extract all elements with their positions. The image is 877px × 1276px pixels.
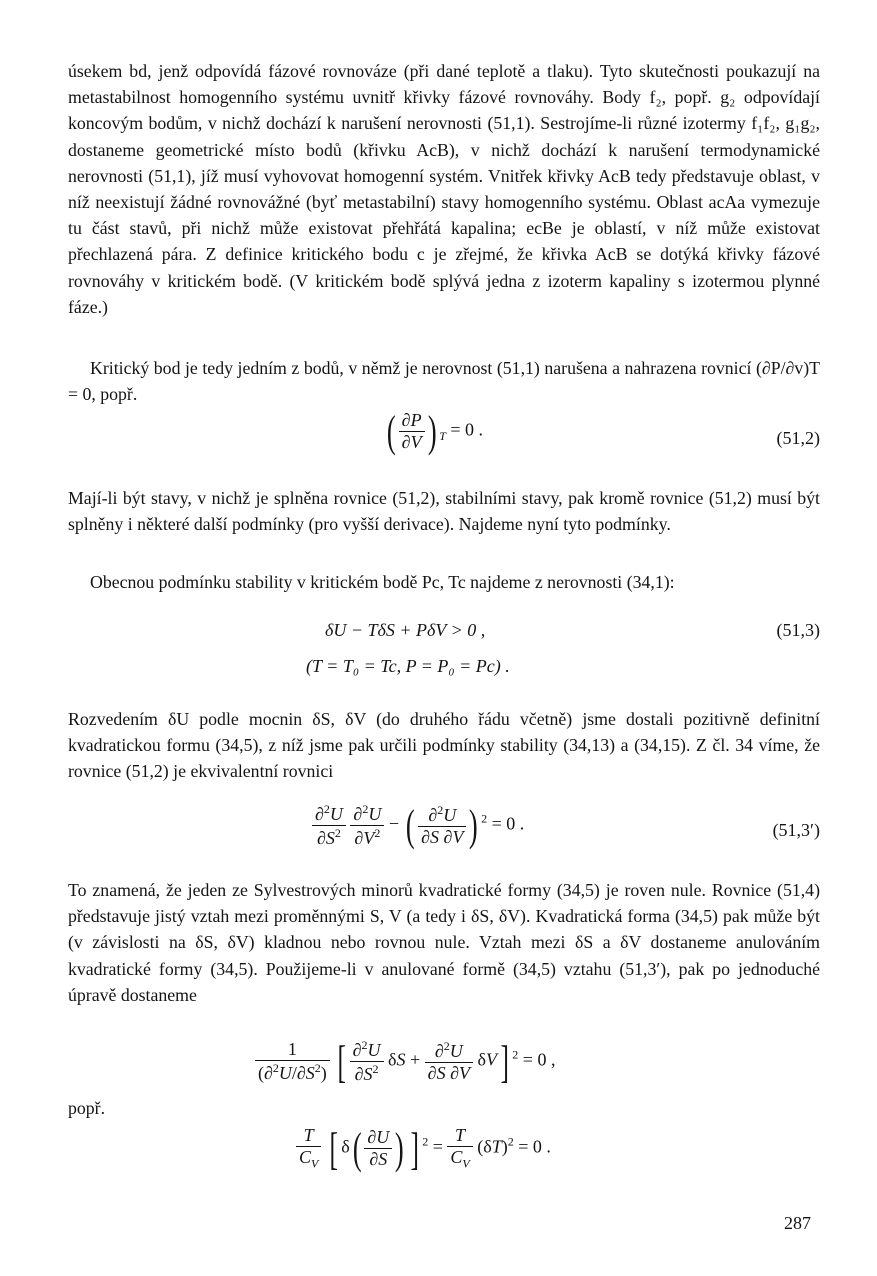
paragraph-text: úsekem bd, jenž odpovídá fázové rovnováze (při dané teplotě a tlaku). Tyto skutečnosti poukazují na metastabilnost homogenního systému uvnitř křivky fázové rovnováhy. Body f₂, popř. g₂ odpovídají koncovým bodům, v nichž dochází k narušení nerovnosti (51,1). Sestrojíme-li různé izotermy f₁f₂, g₁g₂, dostaneme geometrické místo bodů (křivku AcB), v nichž dochází k narušení termodynamické nerovnosti (51,1), jíž musí vyhovovat homogenní systém. Vnitřek křivky AcB tedy představuje oblast, v níž neexistují žádné rovnovážné (byť metastabilní) stavy homogenního systému. Oblast acAa vymezuje tu část stavů, při nichž může existovat přehřátá kapalina; ecBe je oblastí, v níž může existovat přechlazená pára. Z definice kritického bodu c je zřejmé, že křivka AcB se dotýká křivky fázové rovnováhy v kritickém bodě. (V kritickém bodě splývá jedna z izoterm kapaliny s izotermou plynné fáze.) [68, 61, 820, 317]
paragraph-text: To znamená, že jeden ze Sylvestrových minorů kvadratické formy (34,5) je roven nule. Rovnice (51,4) představuje jistý vztah mezi proměnnými S, V (a tedy i δS, δV). Kvadratická forma (34,5) pak může být (v závislosti na δS, δV) kladnou nebo rovnou nule. Vztah mezi δS a δV dostaneme anulováním kvadratické formy (34,5). Použijeme-li v anulované formě (34,5) vztahu (51,3′), pak po jednoduché úpravě dostaneme [68, 880, 820, 1005]
paragraph-3 [68, 485, 820, 537]
paragraph-text: Mají-li být stavy, v nichž je splněna rovnice (51,2), stabilními stavy, pak kromě rovnice (51,2) musí být splněny i některé další podmínky (pro vyšší derivace). Najdeme nyní tyto podmínky. [68, 488, 820, 535]
paragraph-text: Obecnou podmínku stability v kritickém bodě Pc, Tc najdeme z nerovnosti (34,1): [90, 572, 675, 592]
paragraph-5 [68, 706, 820, 785]
equation-51-2: ( $\frac{\partial P}{\partial V}$ ) $_T$ = 0 . [386, 407, 484, 456]
popr-label: popř. [68, 1098, 106, 1118]
equation-number: (51,2) [776, 428, 820, 448]
paragraph-1 [68, 58, 820, 320]
equation-final: $\frac{T}{C_V}$ [ δ( $\frac{\partial U}{\partial S}$ ) ] $^2$ = $\frac{T}{C_V}$ $(\delta T)^2 = 0$ . [296, 1122, 551, 1175]
paragraph-4 [68, 569, 820, 595]
equation-number: (51,3) [776, 620, 820, 640]
equation-quadratic-form: $\frac{1}{(\partial^2U/\partial S^2)}$ [ $\frac{\partial^2U}{\partial S^2}$ δS + $\frac{\partial^2U}{\partial S \partial V}$ δV] $^2$ = 0 , [255, 1035, 555, 1088]
equation-51-3-line1: δU − TδS + PδV > 0 , [325, 620, 486, 640]
equation-number: (51,3′) [772, 820, 820, 840]
equation-51-3-line2: (T = T₀ = Tc, P = P₀ = Pc) . [306, 656, 510, 676]
page-number: 287 [784, 1213, 811, 1233]
paragraph-6 [68, 877, 820, 1008]
equation-51-3-prime: $\frac{\partial^2U}{\partial S^2}$ $\frac{\partial^2U}{\partial V^2}$ − ( $\frac{\partial^2U}{\partial S \partial V}$ ) $^2$ = 0 . [312, 800, 524, 851]
paragraph-text: Kritický bod je tedy jedním z bodů, v němž je nerovnost (51,1) narušena a nahrazena rovnicí (∂P/∂v)T = 0, popř. [68, 358, 820, 405]
paragraph-text: Rozvedením δU podle mocnin δS, δV (do druhého řádu včetně) jsme dostali pozitivně definitní kvadratickou formu (34,5), z níž jsme pak určili podmínky stability (34,13) a (34,15). Z čl. 34 víme, že rovnice (51,2) je ekvivalentní rovnici [68, 709, 820, 782]
paragraph-2 [68, 355, 820, 407]
